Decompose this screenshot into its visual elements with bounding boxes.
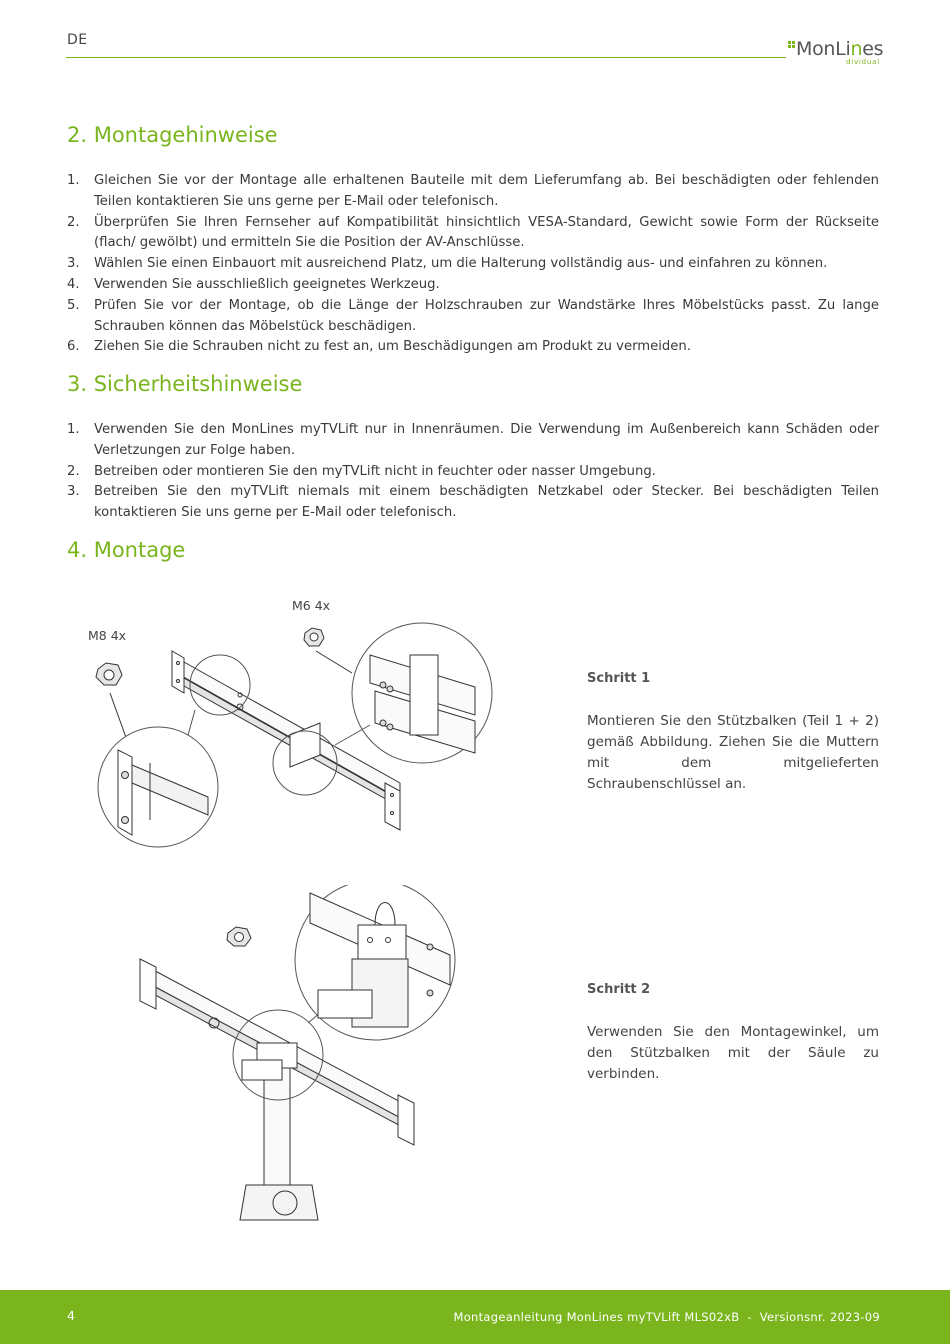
- section-title-sicherheitshinweise: 3. Sicherheitshinweise: [67, 372, 303, 396]
- list-item: [67, 296, 879, 338]
- list-item: [67, 420, 879, 462]
- section-title-montage: 4. Montage: [67, 538, 186, 562]
- list-item-number: 1.: [67, 173, 80, 188]
- section-title-montagehinweise: 2. Montagehinweise: [67, 123, 278, 147]
- footer-bar: [0, 1290, 950, 1344]
- list-item-number: 6.: [67, 339, 80, 355]
- step2-title: Schritt 2: [587, 982, 651, 997]
- list-item-text: Betreiben oder montieren Sie den myTVLift nicht in feuchter oder nasser Umgebung.: [94, 463, 656, 479]
- list-item-number: 1.: [67, 422, 80, 437]
- list-item-number: 4.: [67, 276, 80, 292]
- list-item-text: Betreiben Sie den myTVLift niemals mit einem beschädigten Netzkabel oder Stecker. Bei beschädigten Teilen kontaktieren Sie uns gerne per E-Mail oder telefonisch.: [94, 484, 879, 521]
- list-item: [67, 213, 879, 255]
- header-divider: [66, 57, 786, 58]
- list-item-text: Prüfen Sie vor der Montage, ob die Länge der Holzschrauben zur Wandstärke Ihres Möbelstücks passt. Zu lange Schrauben können das Möbelstück beschädigen.: [94, 297, 879, 334]
- list-item-text: Wählen Sie einen Einbauort mit ausreichend Platz, um die Halterung vollständig aus- und einfahren zu können.: [94, 256, 828, 272]
- logo-wordmark: MonLines: [796, 38, 884, 60]
- sicherheitshinweise-list: [67, 420, 879, 524]
- list-item-text: Verwenden Sie ausschließlich geeignetes Werkzeug.: [94, 276, 440, 292]
- step2-assembly-illustration: [130, 885, 460, 1230]
- label-m8-nuts: M8 4x: [88, 628, 127, 643]
- list-item: [67, 254, 879, 275]
- step1-title: Schritt 1: [587, 671, 651, 686]
- list-item-text: Gleichen Sie vor der Montage alle erhaltenen Bauteile mit dem Lieferumfang ab. Bei beschädigten oder fehlenden Teilen kontaktieren Sie uns gerne per E-Mail oder telefonisch.: [94, 173, 879, 209]
- list-item: [67, 482, 879, 524]
- page-number: 4: [67, 1308, 75, 1323]
- list-item-number: 3.: [67, 484, 80, 500]
- step1-assembly-illustration: [80, 615, 500, 860]
- language-code: DE: [67, 32, 88, 48]
- monlines-logo: [788, 38, 884, 66]
- document-title: Montageanleitung MonLines myTVLift MLS02xB - Versionsnr. 2023-09: [453, 1310, 880, 1324]
- montagehinweise-list: [67, 171, 879, 358]
- list-item-text: Überprüfen Sie Ihren Fernseher auf Kompatibilität hinsichtlich VESA-Standard, Gewicht sowie Form der Rückseite (flach/ gewölbt) und ermitteln Sie die Position der AV-Anschlüsse.: [94, 214, 879, 251]
- list-item-number: 3.: [67, 256, 80, 272]
- m8-nut-icon: [96, 663, 122, 685]
- list-item-text: Verwenden Sie den MonLines myTVLift nur in Innenräumen. Die Verwendung im Außenbereich kann Schäden oder Verletzungen zur Folge haben.: [94, 422, 879, 458]
- list-item-number: 5.: [67, 297, 80, 313]
- list-item-number: 2.: [67, 214, 80, 230]
- logo-tagline: dividual: [846, 58, 880, 66]
- list-item: [67, 275, 879, 296]
- list-item: [67, 171, 879, 213]
- label-m6-nuts: M6 4x: [292, 598, 331, 613]
- list-item: [67, 337, 879, 358]
- nut-icon: [227, 927, 251, 946]
- step1-text: Montieren Sie den Stützbalken (Teil 1 + 2) gemäß Abbildung. Ziehen Sie die Muttern mit dem mitgelieferten Schraubenschlüssel an.: [587, 713, 879, 792]
- step2-text: Verwenden Sie den Montagewinkel, um den Stützbalken mit der Säule zu verbinden.: [587, 1024, 879, 1082]
- list-item: [67, 462, 879, 483]
- logo-dots-icon: [788, 41, 796, 49]
- list-item-text: Ziehen Sie die Schrauben nicht zu fest an, um Beschädigungen am Produkt zu vermeiden.: [94, 339, 691, 355]
- list-item-number: 2.: [67, 463, 80, 479]
- m6-nut-icon: [304, 628, 324, 646]
